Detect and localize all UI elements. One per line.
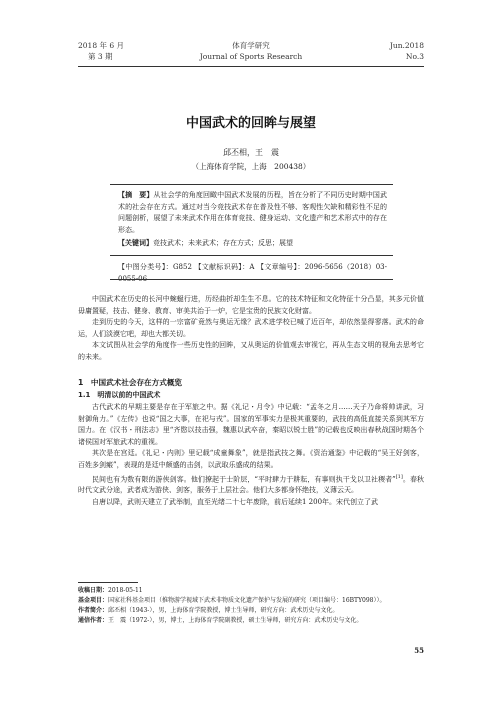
body-paragraph: 中国武术在历史的长河中蜿蜒行进，历经曲折却生生不息。它的技术特征和文化特征十分凸显，其多元价值毋庸置疑，技击、健身、教育、审美共治于一炉，它是宝贵的民族文化财富。 (78, 295, 424, 315)
keywords-label: 【关键词】 (118, 239, 153, 247)
footnote-received: 收稿日期：2018-05-11 (78, 587, 143, 594)
keywords-block (118, 238, 387, 250)
affiliation: （上海体育学院，上海 200438） (191, 162, 311, 171)
footnotes (78, 586, 424, 626)
reference-mark: [1] (395, 473, 403, 480)
body-paragraph: 本文试图从社会学的角度作一些历史性的回眸，又从奥运的价值观去审视它，再从生态文明的视角去思考它的未来。 (78, 341, 424, 361)
header-journal (0, 40, 502, 62)
keywords-text: 竞技武术；未来武术；存在方式；反思；展望 (153, 239, 293, 247)
body-text: 民间也有为数有限的游侠剑客。他们撩起于士阶层，“平时肆力于耕耘，有事则执干戈以卫社稷者” (92, 474, 396, 483)
body-paragraph: 古代武术的早期主要是存在于军旅之中。据《礼记・月令》中记载：“孟冬之月……天子乃命将帅讲武，习射御角力。”《左传》也说“国之大事，在祀与戎”。国家的军事实力是极其重要的，武技的高低直接关系到其军方国力。在《汉书・刑法志》里“齐愍以技击强，魏惠以武卒奋，秦昭以锐士胜”的记载也反映出春秋战国时期各个诸侯国对军旅武术的重视。 (78, 403, 424, 446)
journal-name-cn: 体育学研究 (232, 41, 270, 50)
footnote-rule (78, 582, 138, 583)
footnote-author: 作者简介：邱丕相（1943-），男，上海体育学院教授，博士生导师，研究方向：武术历史与文化。 (78, 607, 339, 614)
body-paragraph (78, 472, 424, 498)
header-rule (78, 66, 424, 67)
abstract-bottom-rule (110, 279, 393, 280)
footnote-funding: 基金项目：国家社科基金项目（推物游学视域下武术非物质文化遗产保护与发展的研究（项目编号：16BTY098））。 (78, 597, 386, 604)
abstract-label: 【摘 要】 (118, 191, 154, 199)
page-number: 55 (414, 646, 424, 655)
paper-title: 中国武术的回眸与展望 (185, 116, 316, 131)
section-heading-1: 1 中国武术社会存在方式概览 (78, 378, 183, 387)
header-right (390, 40, 424, 62)
header-issue-line: 第 3 期 (88, 52, 113, 61)
authors: 邱丕相，王 震 (223, 148, 279, 157)
header-date-line: 2018 年 6 月 (78, 41, 125, 50)
intro-body (78, 294, 424, 364)
keywords-rule (110, 255, 393, 256)
body-paragraph: 自唐以降，武则天建立了武举制，直至光绪二十七年废除，前后延续1 200年。宋代创立了武 (92, 498, 379, 507)
header-date-en: Jun.2018 (389, 41, 424, 50)
body-paragraph: 走到历史的今天，这样的一宗富矿竟然与奥运无缘？武术进学校已喊了近百年，却依然显得寥落。武术的命运，人们淡漠它吧，却也大都关切。 (78, 318, 424, 338)
header-issue-en: No.3 (405, 52, 424, 61)
footnote-corresponding: 通信作者：王 震（1972-），男，博士，上海体育学院副教授，硕士生导师，研究方向：武术历史与文化。 (78, 617, 363, 624)
abstract-text: 从社会学的角度回瞰中国武术发展的历程，旨在分析了不同历史时期中国武术的社会存在方式。通过对当今竞技武术存在普及性不够、客观性欠缺和精彩性不足的问题剖析，展望了未来武术作用在体育竞技、健身运动、文化遗产和艺术形式中的存在形态。 (118, 191, 387, 234)
section-heading-1-1: 1.1 明清以前的中国武术 (78, 391, 161, 399)
abstract-block (118, 190, 387, 236)
journal-name-en: Journal of Sports Research (199, 52, 303, 61)
body-paragraph: 其次是在宫廷。《礼记・内则》里记载“成童舞象”，就是指武技之舞。《资治通鉴》中记载的“吴王好剑客，百姓多剑瘢”，表现的是廷中颇盛的击剑，以武取乐盛成的结果。 (78, 449, 424, 469)
abstract-top-rule (110, 184, 393, 185)
body-text: 。春秋时代文武分途，武者成为游侠、剑客，服务于上层社会。他们大多都身怀绝技，义薄云天。 (78, 474, 425, 495)
classification: 【中图分类号】：G852 【文献标识码】：A 【文章编号】：2096-5656（2018）03-0055-06 (118, 263, 387, 283)
section-body (78, 402, 424, 509)
